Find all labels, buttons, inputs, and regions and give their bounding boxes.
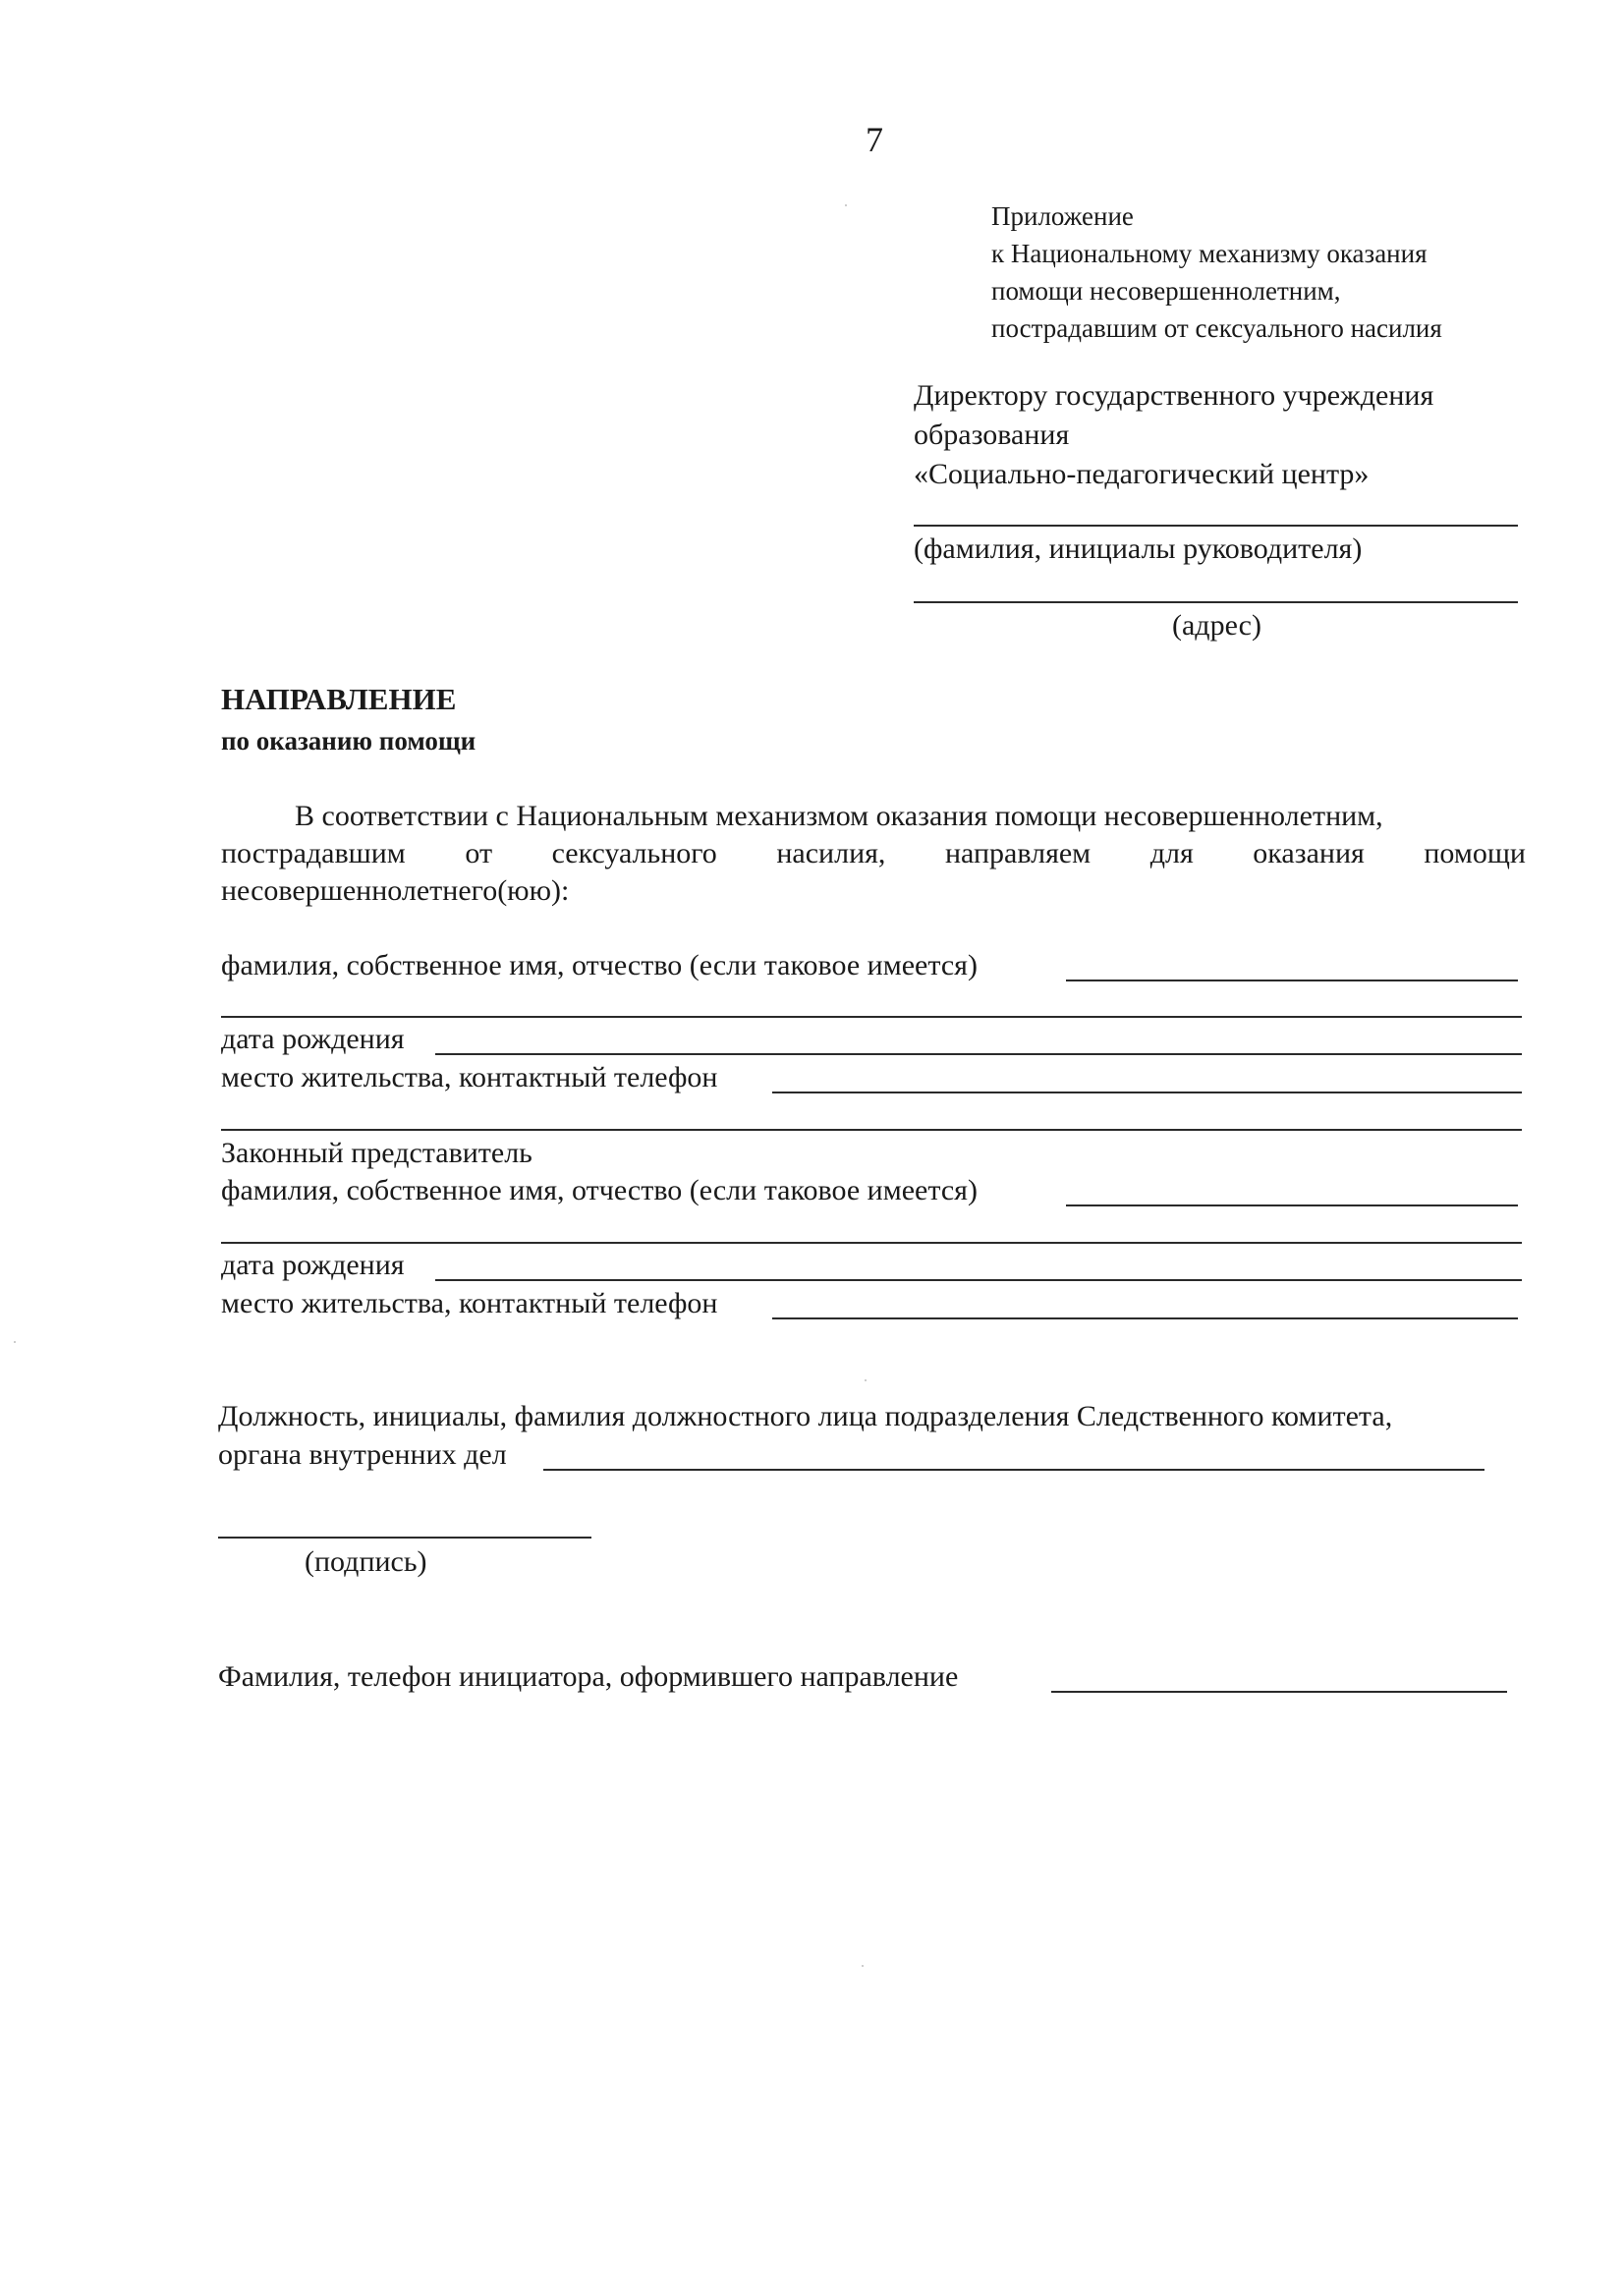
document-title: НАПРАВЛЕНИЕ	[221, 682, 457, 716]
signature-caption: (подпись)	[305, 1545, 427, 1578]
appendix-line-3: помощи несовершеннолетним,	[991, 276, 1341, 306]
intro-line-1: В соответствии с Национальным механизмом оказания помощи несовершеннолетним,	[295, 800, 1383, 832]
official-line-1: Должность, инициалы, фамилия должностного лица подразделения Следственного комитета,	[218, 1400, 1393, 1432]
representative-residence-field[interactable]	[772, 1317, 1518, 1319]
address-caption: (адрес)	[1172, 609, 1261, 642]
minor-name-field[interactable]	[1066, 980, 1518, 981]
scan-speck	[845, 204, 847, 206]
head-name-blank-line[interactable]	[914, 525, 1518, 527]
scan-speck	[14, 1341, 16, 1343]
representative-residence-label: место жительства, контактный телефон	[221, 1287, 718, 1319]
representative-name-field[interactable]	[1066, 1204, 1518, 1206]
minor-residence-field-continued[interactable]	[221, 1129, 1522, 1131]
minor-birth-field[interactable]	[435, 1053, 1522, 1055]
official-field[interactable]	[543, 1469, 1484, 1471]
scan-speck	[862, 1965, 864, 1967]
appendix-line-4: пострадавшим от сексуального насилия	[991, 313, 1442, 343]
initiator-field[interactable]	[1051, 1691, 1507, 1693]
head-name-caption: (фамилия, инициалы руководителя)	[914, 532, 1363, 565]
minor-name-label: фамилия, собственное имя, отчество (если таковое имеется)	[221, 949, 978, 981]
representative-birth-field[interactable]	[435, 1279, 1522, 1281]
address-blank-line[interactable]	[914, 601, 1518, 603]
scan-speck	[865, 1379, 867, 1381]
addressee-line-2: образования	[914, 419, 1070, 451]
intro-line-3: несовершеннолетнего(юю):	[221, 874, 570, 907]
initiator-label: Фамилия, телефон инициатора, оформившего направление	[218, 1660, 959, 1693]
minor-residence-field[interactable]	[772, 1092, 1522, 1093]
representative-header: Законный представитель	[221, 1137, 532, 1169]
representative-birth-label: дата рождения	[221, 1249, 405, 1281]
signature-field[interactable]	[218, 1537, 591, 1539]
representative-name-field-continued[interactable]	[221, 1242, 1522, 1244]
appendix-line-2: к Национальному механизму оказания	[991, 239, 1428, 268]
document-subtitle: по оказанию помощи	[221, 726, 476, 756]
representative-name-label: фамилия, собственное имя, отчество (если таковое имеется)	[221, 1174, 978, 1206]
page-number: 7	[866, 120, 883, 159]
addressee-line-1: Директору государственного учреждения	[914, 379, 1434, 412]
appendix-line-1: Приложение	[991, 201, 1134, 231]
minor-name-field-continued[interactable]	[221, 1016, 1522, 1018]
addressee-line-3: «Социально-педагогический центр»	[914, 458, 1370, 490]
intro-line-2: пострадавшим от сексуального насилия, направляем для оказания помощи	[221, 837, 1526, 869]
minor-residence-label: место жительства, контактный телефон	[221, 1061, 718, 1093]
official-line-2: органа внутренних дел	[218, 1438, 507, 1471]
minor-birth-label: дата рождения	[221, 1023, 405, 1055]
